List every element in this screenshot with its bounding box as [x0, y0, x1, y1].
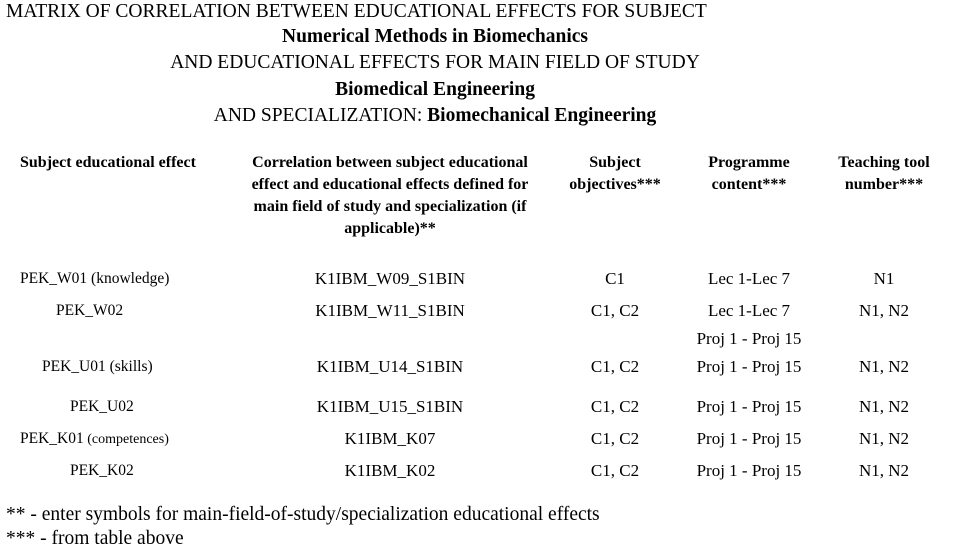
header-correlation: Correlation between subject educational effect and educational effects defined for main field of study and specialization (if applicable)** — [251, 154, 529, 237]
objectives-cell: C1, C2 — [590, 397, 640, 416]
content-cell: Lec 1-Lec 7 — [707, 269, 791, 288]
content-cell — [682, 298, 816, 354]
correlation-cell: K1IBM_K02 — [344, 461, 436, 480]
tools-cell: N1, N2 — [858, 357, 910, 376]
footnote-triple-asterisk: *** - from table above — [6, 528, 184, 549]
content-cell: Proj 1 - Proj 15 — [696, 397, 802, 416]
effect-cell — [6, 426, 232, 458]
footnotes — [6, 503, 600, 551]
table-header-row — [6, 148, 952, 266]
header-subject-objectives: Subject objectives*** — [569, 154, 661, 193]
header-teaching-tool: Teaching tool number*** — [838, 154, 930, 193]
content-cell: Proj 1 - Proj 15 — [696, 461, 802, 480]
table-row — [6, 426, 952, 458]
tools-cell: N1, N2 — [858, 301, 910, 320]
table-row — [6, 458, 952, 490]
specialization-prefix: AND SPECIALIZATION: — [213, 105, 428, 126]
correlation-cell: K1IBM_K07 — [344, 429, 436, 448]
title-line-3: AND EDUCATIONAL EFFECTS FOR MAIN FIELD OF STUDY — [170, 52, 700, 73]
tools-cell: N1, N2 — [858, 461, 910, 480]
objectives-cell: C1, C2 — [590, 461, 640, 480]
tools-cell: N1, N2 — [858, 429, 910, 448]
tools-cell: N1 — [873, 269, 895, 288]
specialization-name: Biomechanical Engineering — [427, 105, 657, 126]
effect-cell: PEK_K02 — [70, 462, 134, 479]
objectives-cell: C1, C2 — [590, 301, 640, 320]
correlation-cell: K1IBM_U14_S1BIN — [316, 357, 464, 376]
objectives-cell: C1 — [605, 269, 625, 288]
effect-cell: PEK_W01 (knowledge) — [20, 270, 170, 287]
correlation-cell: K1IBM_W09_S1BIN — [314, 269, 466, 288]
table-row — [6, 394, 952, 426]
tools-cell: N1, N2 — [858, 397, 910, 416]
subject-name: Numerical Methods in Biomechanics — [281, 26, 589, 47]
content-cell: Proj 1 - Proj 15 — [696, 357, 802, 376]
field-of-study: Biomedical Engineering — [335, 79, 535, 100]
content-line-2: Proj 1 - Proj 15 — [696, 329, 802, 348]
effect-cell: PEK_U02 — [70, 398, 134, 415]
table-row — [6, 298, 952, 354]
content-cell: Proj 1 - Proj 15 — [696, 429, 802, 448]
effect-code: PEK_K01 — [20, 430, 84, 447]
content-line-1: Lec 1-Lec 7 — [707, 301, 791, 320]
objectives-cell: C1, C2 — [590, 357, 640, 376]
correlation-cell: K1IBM_U15_S1BIN — [316, 397, 464, 416]
effect-cell: PEK_U01 (skills) — [42, 358, 153, 375]
table-row — [6, 266, 952, 298]
correlation-cell: K1IBM_W11_S1BIN — [315, 301, 465, 320]
effect-cell: PEK_W02 — [56, 302, 124, 319]
title-line-1: MATRIX OF CORRELATION BETWEEN EDUCATIONAL EFFECTS FOR SUBJECT — [6, 1, 707, 22]
footnote-double-asterisk: ** - enter symbols for main-field-of-study/specialization educational effects — [6, 504, 600, 525]
header-programme-content: Programme content*** — [708, 154, 790, 193]
header-subject-effect: Subject educational effect — [20, 154, 196, 171]
correlation-matrix-table — [6, 148, 952, 490]
effect-suffix: (competences) — [83, 432, 169, 447]
table-row — [6, 354, 952, 394]
title-line-5 — [0, 104, 870, 128]
objectives-cell: C1, C2 — [590, 429, 640, 448]
